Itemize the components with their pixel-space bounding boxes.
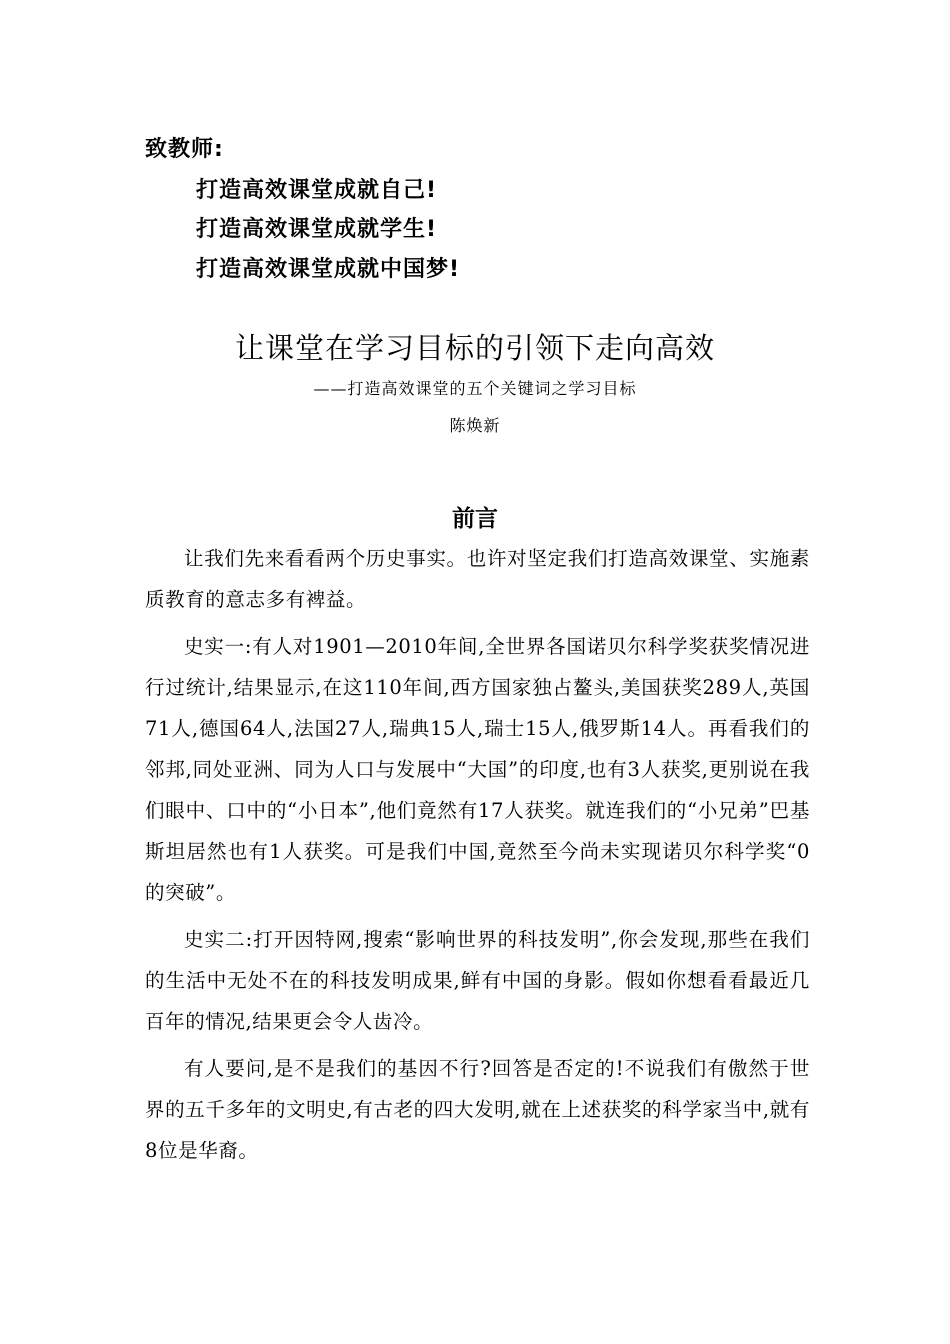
preface-body bbox=[145, 538, 810, 1177]
paragraph: 有人要问,是不是我们的基因不行?回答是否定的!不说我们有傲然于世界的五千多年的文明史,有古老的四大发明,就在上述获奖的科学家当中,就有8位是华裔。 bbox=[145, 1057, 810, 1162]
article-author: 陈焕新 bbox=[449, 416, 501, 435]
paragraph: 让我们先来看看两个历史事实。也许对坚定我们打造高效课堂、实施素质教育的意志多有裨益。 bbox=[145, 547, 810, 611]
article-subtitle: ——打造高效课堂的五个关键词之学习目标 bbox=[313, 379, 637, 398]
paragraph: 史实一:有人对1901—2010年间,全世界各国诺贝尔科学奖获奖情况进行过统计,结果显示,在这110年间,西方国家独占鳌头,美国获奖289人,英国71人,德国64人,法国27人,瑞典15人,瑞士15人,俄罗斯14人。再看我们的邻邦,同处亚洲、同为人口与发展中“大国”的印度,也有3人获奖,更别说在我们眼中、口中的“小日本”,他们竟然有17人获奖。就连我们的“小兄弟”巴基斯坦居然也有1人获奖。可是我们中国,竟然至今尚未实现诺贝尔科学奖“0的突破”。 bbox=[145, 635, 810, 904]
slogan-line: 打造高效课堂成就学生! bbox=[196, 217, 438, 242]
slogan-line: 打造高效课堂成就中国梦! bbox=[196, 257, 461, 282]
slogan-line: 打造高效课堂成就自己! bbox=[196, 178, 438, 203]
preface-heading: 前言 bbox=[452, 506, 498, 532]
dedication-heading: 致教师: bbox=[145, 137, 224, 162]
paragraph: 史实二:打开因特网,搜索“影响世界的科技发明”,你会发现,那些在我们的生活中无处不在的科技发明成果,鲜有中国的身影。假如你想看看最近几百年的情况,结果更会令人齿冷。 bbox=[145, 928, 810, 1033]
article-title: 让课堂在学习目标的引领下走向高效 bbox=[234, 331, 715, 365]
